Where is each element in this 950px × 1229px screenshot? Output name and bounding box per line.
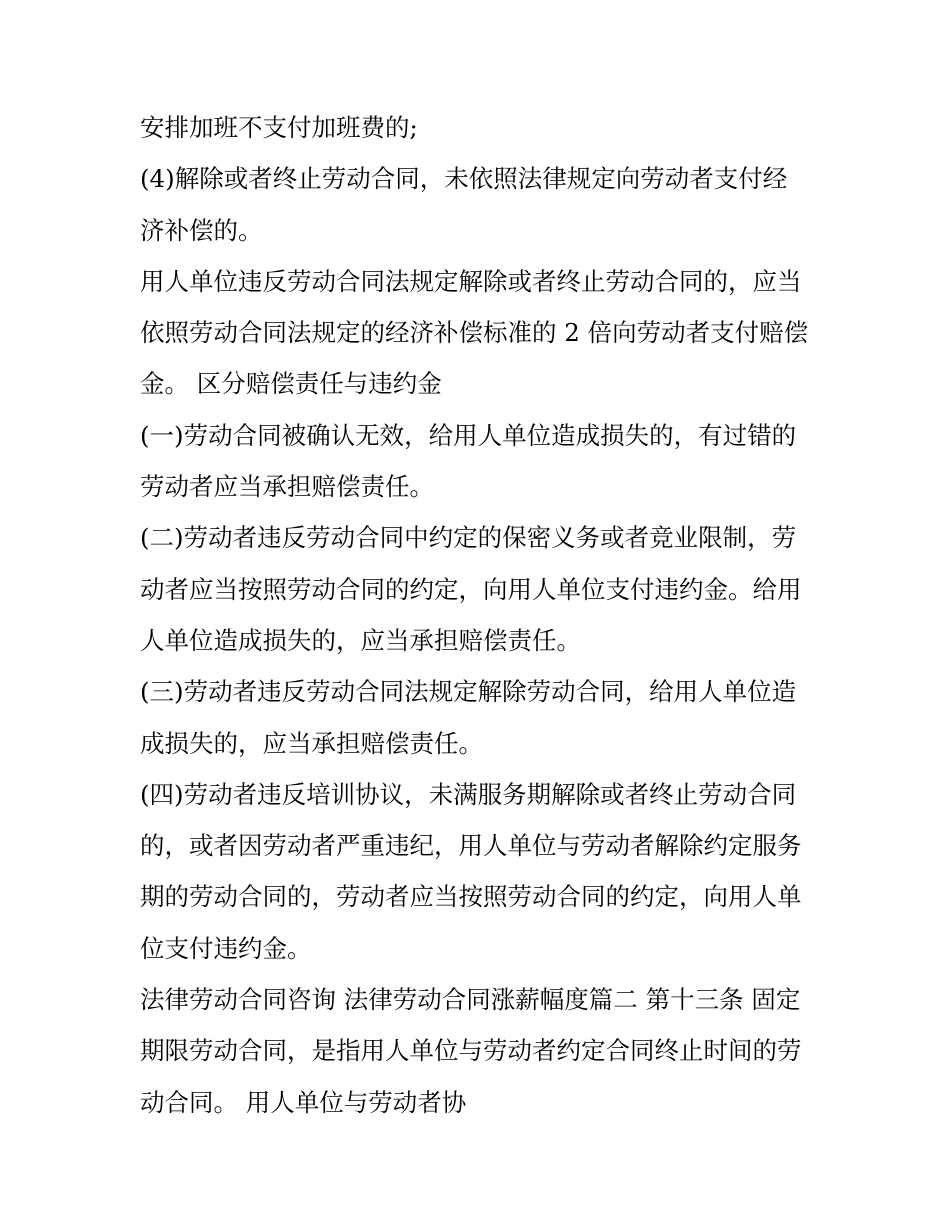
text-line: 成损失的，应当承担赔偿责任。 bbox=[140, 728, 483, 758]
text-line: 金。 区分赔偿责任与违约金 bbox=[140, 369, 442, 399]
text-line: (四)劳动者违反培训协议，未满服务期解除或者终止劳动合同 bbox=[140, 779, 797, 809]
text-line: (4)解除或者终止劳动合同，未依照法律规定向劳动者支付经 bbox=[140, 164, 788, 194]
text-line: (三)劳动者违反劳动合同法规定解除劳动合同，给用人单位造 bbox=[140, 677, 797, 707]
text-line: 法律劳动合同咨询 法律劳动合同涨薪幅度篇二 第十三条 固定 bbox=[140, 985, 801, 1015]
text-line: 劳动者应当承担赔偿责任。 bbox=[140, 472, 434, 502]
text-line: 位支付违约金。 bbox=[140, 933, 312, 963]
text-line: 动合同。 用人单位与劳动者协 bbox=[140, 1087, 467, 1117]
text-line: 用人单位违反劳动合同法规定解除或者终止劳动合同的，应当 bbox=[140, 266, 802, 296]
text-line: 的，或者因劳动者严重违纪，用人单位与劳动者解除约定服务 bbox=[140, 831, 802, 861]
text-line: 动者应当按照劳动合同的约定，向用人单位支付违约金。给用 bbox=[140, 574, 802, 604]
text-line: 期的劳动合同的，劳动者应当按照劳动合同的约定，向用人单 bbox=[140, 882, 802, 912]
text-line: 安排加班不支付加班费的; bbox=[140, 113, 418, 142]
text-line: 人单位造成损失的，应当承担赔偿责任。 bbox=[140, 625, 581, 655]
text-line: (一)劳动合同被确认无效，给用人单位造成损失的，有过错的 bbox=[140, 420, 797, 450]
text-line: 依照劳动合同法规定的经济补偿标准的 2 倍向劳动者支付赔偿 bbox=[140, 318, 809, 348]
text-line: 济补偿的。 bbox=[140, 215, 263, 245]
body-text bbox=[140, 102, 820, 1128]
text-line: (二)劳动者违反劳动合同中约定的保密义务或者竞业限制，劳 bbox=[140, 523, 797, 553]
text-line: 期限劳动合同，是指用人单位与劳动者约定合同终止时间的劳 bbox=[140, 1036, 802, 1066]
